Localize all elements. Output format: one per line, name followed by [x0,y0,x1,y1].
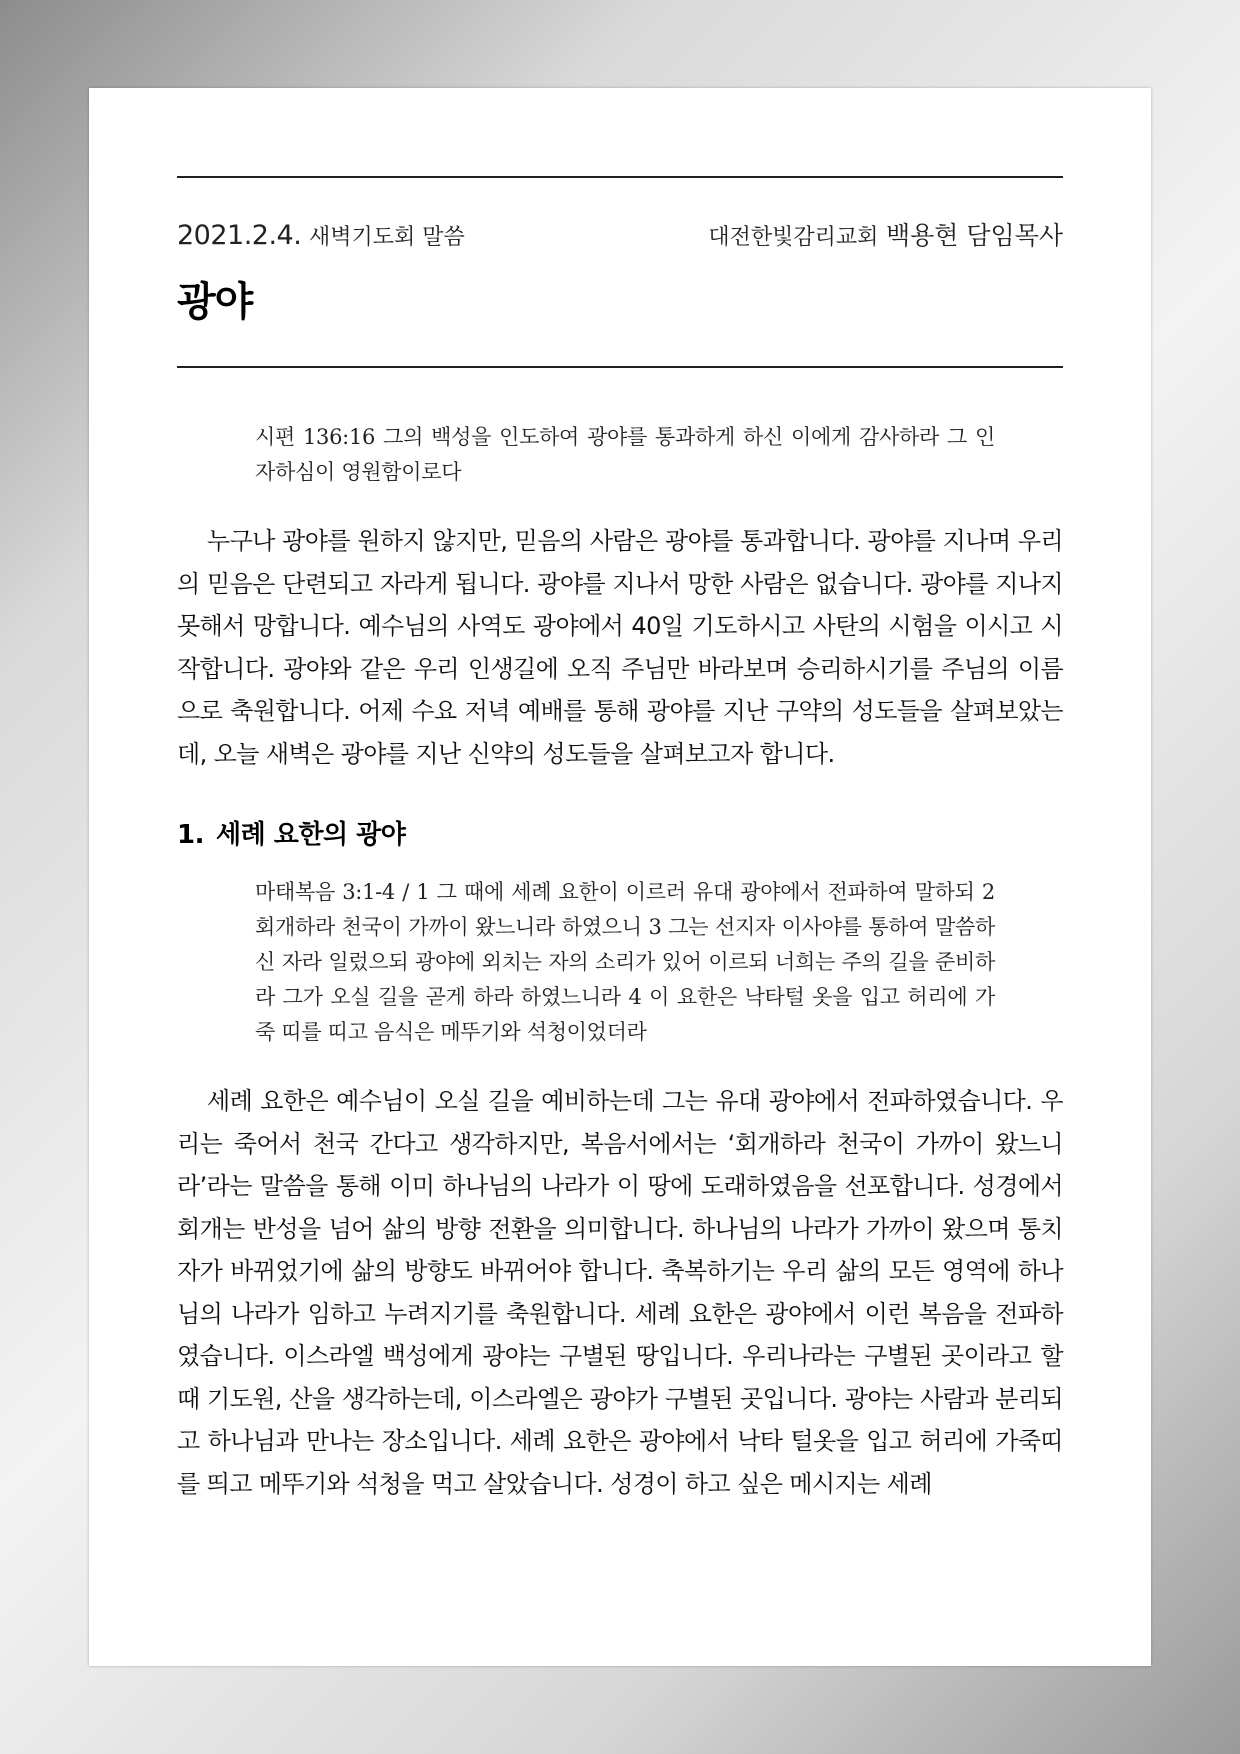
sermon-date: 2021.2.4. [177,220,302,251]
header-bottom-rule [177,366,1063,368]
section-verse: 마태복음 3:1-4 / 1 그 때에 세례 요한이 이르러 유대 광야에서 전파하여 말하되 2 회개하라 천국이 가까이 왔느니라 하였으니 3 그는 선지자 이사야를 통하여 말씀하신 자라 일렀으되 광야에 외치는 자의 소리가 있어 이르되 너희는 주의 길을 준비하라 그가 오실 길을 곧게 하라 하였느니라 4 이 요한은 낙타털 옷을 입고 허리에 가죽 띠를 띠고 음식은 메뚜기와 석청이었더라 [255,880,995,1044]
header-meta [177,218,1063,254]
preacher-line [708,218,1063,256]
sermon-date-line [177,218,465,256]
section-title: 세례 요한의 광야 [215,820,406,850]
section-number: 1. [177,820,204,850]
document-page [89,88,1151,1666]
opening-verse: 시편 136:16 그의 백성을 인도하여 광야를 통과하게 하신 이에게 감사하라 그 인자하심이 영원함이로다 [255,425,995,484]
section-heading [177,815,1063,855]
document-content [177,176,1063,1529]
section-paragraph: 세례 요한은 예수님이 오실 길을 예비하는데 그는 유대 광야에서 전파하였습니다. 우리는 죽어서 천국 간다고 생각하지만, 복음서에서는 ‘회개하라 천국이 가까이 왔느니라’라는 말씀을 통해 이미 하나님의 나라가 이 땅에 도래하였음을 선포합니다. 성경에서 회개는 반성을 넘어 삶의 방향 전환을 의미합니다. 하나님의 나라가 가까이 왔으며 통치자가 바뀌었기에 삶의 방향도 바뀌어야 합니다. 축복하기는 우리 삶의 모든 영역에 하나님의 나라가 임하고 누려지기를 축원합니다. 세례 요한은 광야에서 이런 복음을 전파하였습니다. 이스라엘 백성에게 광야는 구별된 땅입니다. 우리나라는 구별된 곳이라고 할 때 기도원, 산을 생각하는데, 이스라엘은 광야가 구별된 곳입니다. 광야는 사람과 분리되고 하나님과 만나는 장소입니다. 세례 요한은 광야에서 낙타 털옷을 입고 허리에 가죽띠를 띄고 메뚜기와 석청을 먹고 살았습니다. 성경이 하고 싶은 메시지는 세례 [177,1087,1063,1498]
sermon-title: 광야 [177,279,253,325]
intro-paragraph: 누구나 광야를 원하지 않지만, 믿음의 사람은 광야를 통과합니다. 광야를 지나며 우리의 믿음은 단련되고 자라게 됩니다. 광야를 지나서 망한 사람은 없습니다. 광야를 지나지 못해서 망합니다. 예수님의 사역도 광야에서 40일 기도하시고 사탄의 시험을 이시고 시작합니다. 광야와 같은 우리 인생길에 오직 주님만 바라보며 승리하시기를 주님의 이름으로 축원합니다. 어제 수요 저녁 예배를 통해 광야를 지난 구약의 성도들을 살펴보았는데, 오늘 새벽은 광야를 지난 신약의 성도들을 살펴보고자 합니다. [177,527,1063,768]
sermon-event: 새벽기도회 말씀 [308,225,465,250]
header-top-rule [177,176,1063,178]
pastor-name: 백용현 담임목사 [886,221,1063,250]
church-name: 대전한빛감리교회 [708,225,879,250]
